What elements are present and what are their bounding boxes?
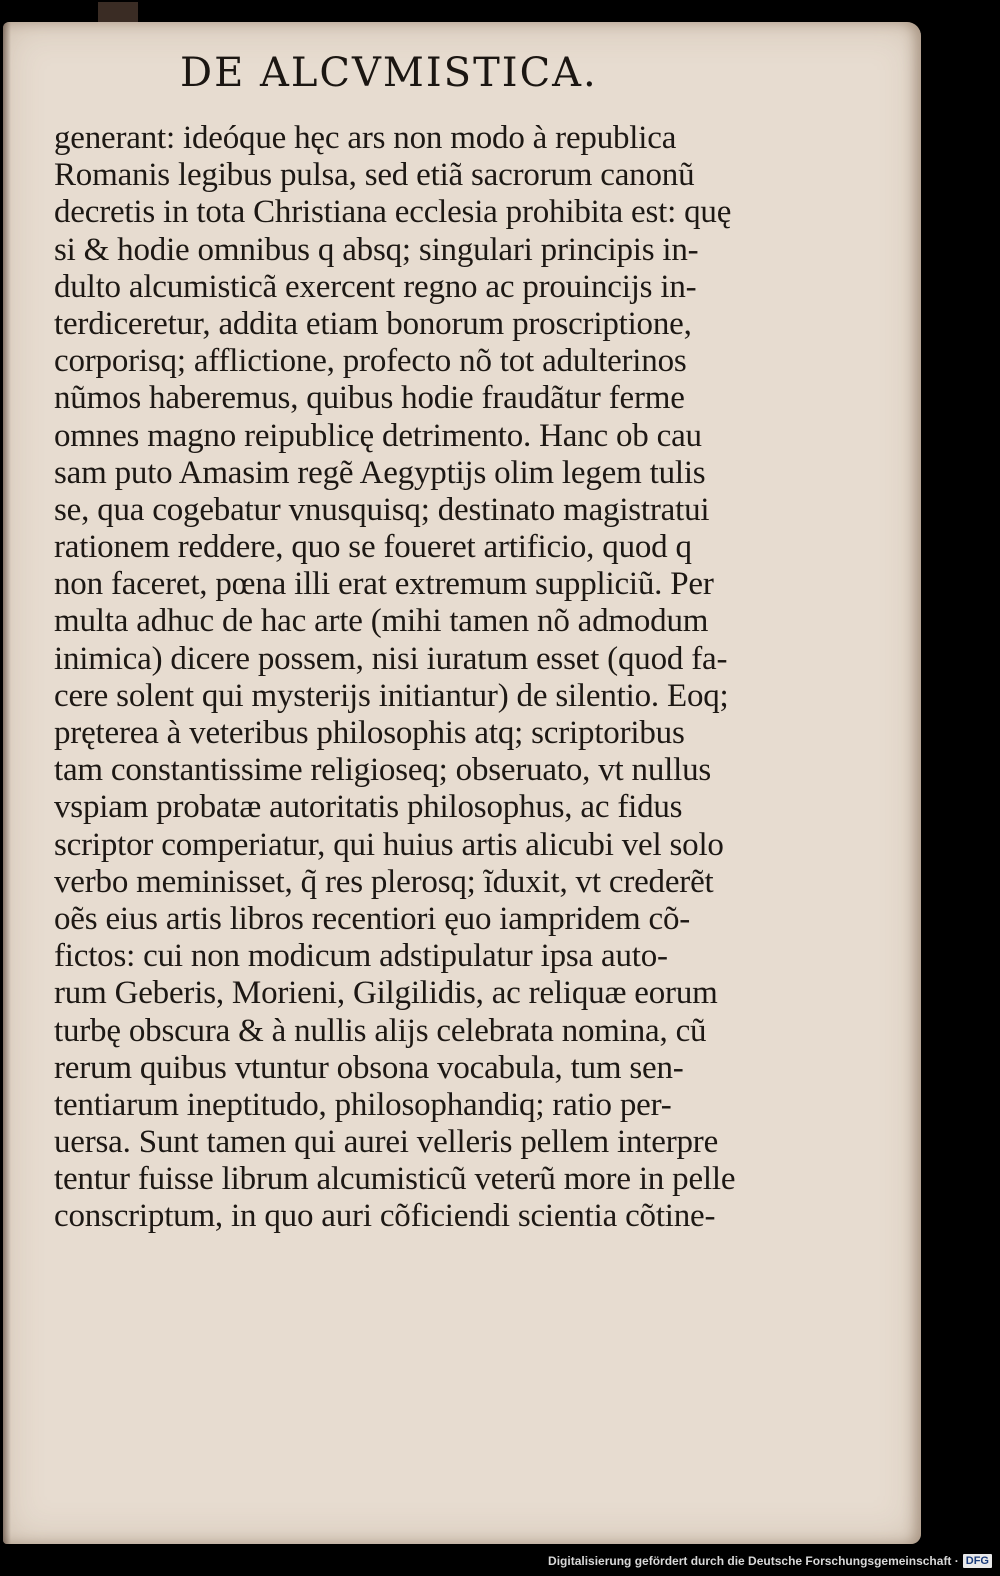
- page-edge-shadow: [3, 22, 11, 1544]
- text-line: tentiarum ineptitudo, philosophandiq; ratio per-: [54, 1086, 672, 1123]
- body-text: [54, 120, 784, 1236]
- text-line: conscriptum, in quo auri cõficiendi scientia cõtine-: [54, 1198, 716, 1235]
- digitization-credit: [548, 1552, 992, 1570]
- text-line: terdiceretur, addita etiam bonorum proscriptione,: [54, 305, 692, 342]
- dfg-logo: DFG: [963, 1554, 992, 1568]
- text-line: non faceret, pœna illi erat extremum suppliciũ. Per: [54, 566, 714, 603]
- text-line: corporisq; afflictione, profecto nõ tot adulterinos: [54, 343, 687, 380]
- text-line: cere solent qui mysterijs initiantur) de silentio. Eoq;: [54, 677, 729, 714]
- text-line: vspiam probatæ autoritatis philosophus, ac fidus: [54, 789, 683, 826]
- text-line: multa adhuc de hac arte (mihi tamen nõ admodum: [54, 603, 709, 640]
- text-line: tam constantissime religioseq; obseruato, vt nullus: [54, 752, 712, 789]
- text-line: Romanis legibus pulsa, sed etiã sacrorum canonũ: [54, 157, 695, 194]
- text-line: rerum quibus vtuntur obsona vocabula, tum sen-: [54, 1049, 684, 1086]
- text-line: rum Geberis, Morieni, Gilgilidis, ac reliquæ eorum: [54, 975, 718, 1012]
- text-line: decretis in tota Christiana ecclesia prohibita est: quę: [54, 194, 732, 231]
- text-line: rationem reddere, quo se foueret artificio, quod q: [54, 529, 692, 566]
- text-line: si & hodie omnibus q absq; singulari principis in-: [54, 231, 699, 268]
- text-line: sam puto Amasim regẽ Aegyptijs olim legem tulis: [54, 454, 706, 491]
- text-line: omnes magno reipublicę detrimento. Hanc ob cau: [54, 417, 702, 454]
- text-line: turbę obscura & à nullis alijs celebrata nomina, cũ: [54, 1012, 707, 1049]
- text-line: generant: ideóque hęc ars non modo à republica: [54, 120, 677, 156]
- text-line: se, qua cogebatur vnusquisq; destinato magistratui: [54, 491, 710, 528]
- text-line: uersa. Sunt tamen qui aurei velleris pellem interpre: [54, 1124, 719, 1161]
- text-line: pręterea à veteribus philosophis atq; scriptoribus: [54, 715, 685, 751]
- text-line: dulto alcumisticã exercent regno ac prouincijs in-: [54, 268, 697, 305]
- text-line: inimica) dicere possem, nisi iuratum esset (quod fa-: [54, 640, 728, 677]
- book-spine-strip: [98, 2, 138, 22]
- running-head: DE ALCVMISTICA.: [180, 50, 598, 96]
- credit-text: Digitalisierung gefördert durch die Deutsche Forschungsgemeinschaft ·: [548, 1554, 959, 1568]
- text-line: oẽs eius artis libros recentiori ęuo iampridem cõ-: [54, 900, 691, 937]
- text-line: verbo meminisset, q̃ res plerosq; ĩduxit, vt crederẽt: [54, 863, 714, 900]
- text-line: fictos: cui non modicum adstipulatur ipsa auto-: [54, 938, 668, 975]
- text-line: nũmos haberemus, quibus hodie fraudãtur ferme: [54, 380, 685, 417]
- text-line: scriptor comperiatur, qui huius artis alicubi vel solo: [54, 826, 724, 863]
- text-line: tentur fuisse librum alcumisticũ veterũ more in pelle: [54, 1161, 736, 1198]
